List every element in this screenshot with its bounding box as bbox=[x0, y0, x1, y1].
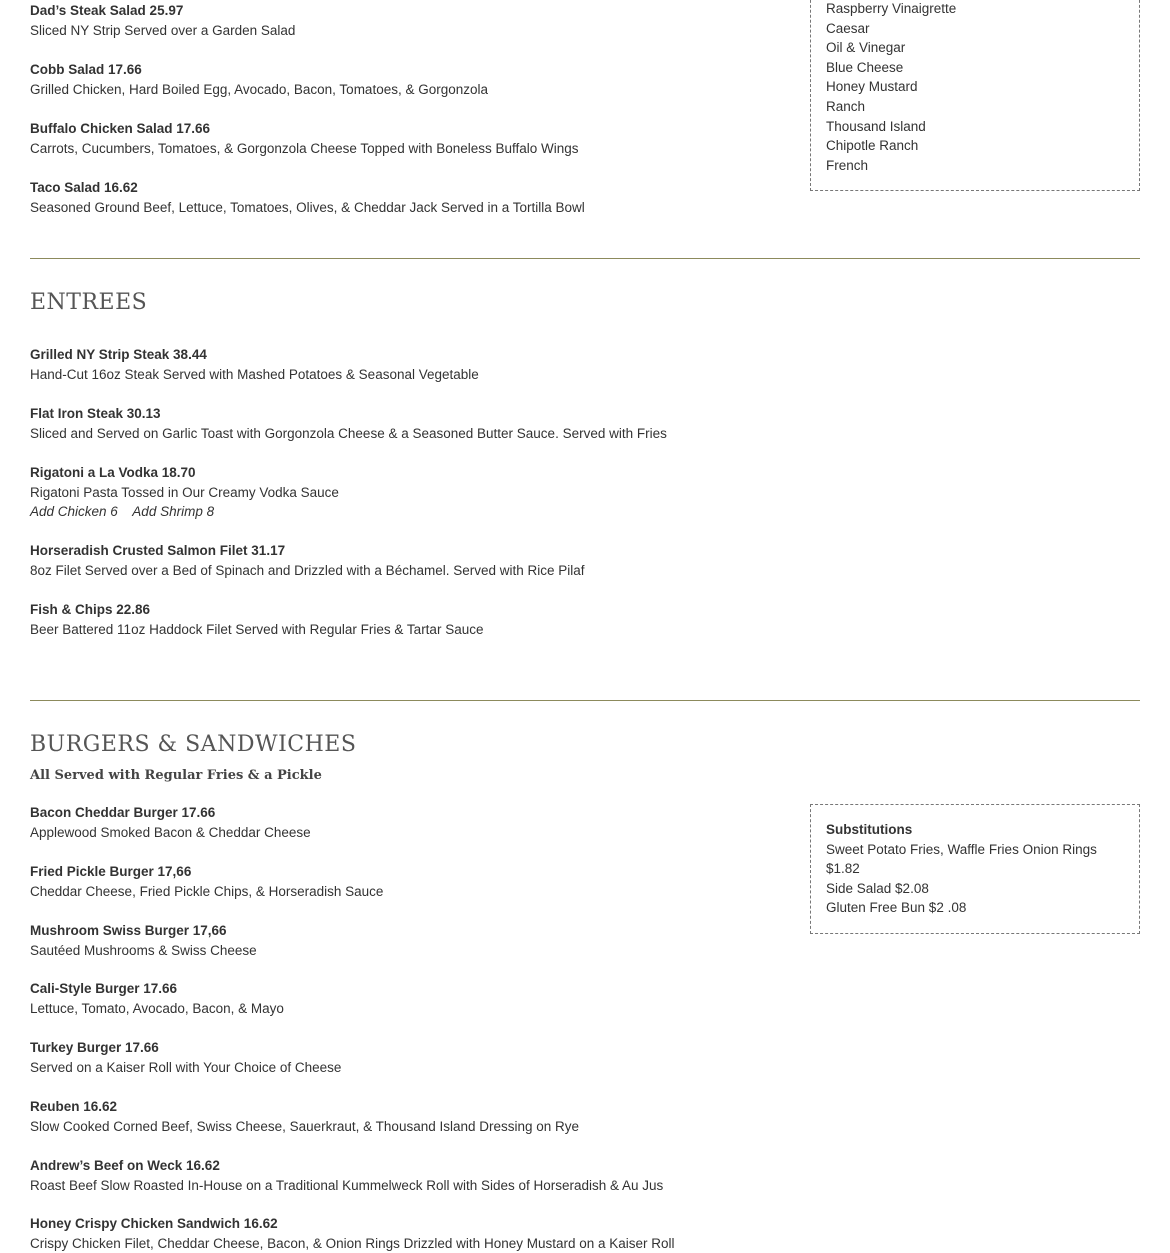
item-description: Beer Battered 11oz Haddock Filet Served with Regular Fries & Tartar Sauce bbox=[30, 621, 484, 637]
menu-item-beef-on-weck bbox=[30, 1156, 770, 1195]
menu-item-cali-style-burger bbox=[30, 979, 770, 1018]
menu-item-mushroom-swiss-burger bbox=[30, 921, 770, 960]
item-description: Hand-Cut 16oz Steak Served with Mashed Potatoes & Seasonal Vegetable bbox=[30, 366, 479, 382]
menu-item-flat-iron-steak bbox=[30, 404, 770, 443]
dressing-option: Caesar bbox=[826, 20, 870, 36]
item-add-ons: Add Chicken 6 Add Shrimp 8 bbox=[30, 504, 215, 520]
section-title-entrees: ENTREES bbox=[30, 290, 148, 315]
menu-item-grilled-ny-strip bbox=[30, 345, 770, 384]
dressing-option: Chipotle Ranch bbox=[826, 138, 919, 154]
dressing-option: Blue Cheese bbox=[826, 59, 904, 75]
section-divider bbox=[30, 258, 1140, 259]
item-description: Sautéed Mushrooms & Swiss Cheese bbox=[30, 942, 257, 958]
item-description: Applewood Smoked Bacon & Cheddar Cheese bbox=[30, 824, 311, 840]
dressing-option: French bbox=[826, 157, 869, 173]
item-description: Slow Cooked Corned Beef, Swiss Cheese, Sauerkraut, & Thousand Island Dressing on Rye bbox=[30, 1118, 580, 1134]
item-description: Grilled Chicken, Hard Boiled Egg, Avocado, Bacon, Tomatoes, & Gorgonzola bbox=[30, 81, 489, 97]
menu-item-honey-crispy-chicken bbox=[30, 1214, 770, 1253]
item-name: Buffalo Chicken Salad 17.66 bbox=[30, 121, 211, 136]
item-description: Roast Beef Slow Roasted In-House on a Traditional Kummelweck Roll with Sides of Horseradish & Au Jus bbox=[30, 1177, 664, 1193]
menu-item-buffalo-chicken-salad bbox=[30, 119, 770, 158]
dressing-option: Honey Mustard bbox=[826, 79, 918, 95]
item-name: Cobb Salad 17.66 bbox=[30, 62, 142, 77]
menu-item-salmon-filet bbox=[30, 541, 770, 580]
item-name: Andrew’s Beef on Weck 16.62 bbox=[30, 1158, 220, 1173]
item-description: Sliced NY Strip Served over a Garden Salad bbox=[30, 22, 296, 38]
menu-item-dads-steak-salad bbox=[30, 1, 770, 40]
item-name: Bacon Cheddar Burger 17.66 bbox=[30, 805, 216, 820]
item-name: Rigatoni a La Vodka 18.70 bbox=[30, 465, 196, 480]
item-description: Crispy Chicken Filet, Cheddar Cheese, Bacon, & Onion Rings Drizzled with Honey Mustard on a Kaiser Roll bbox=[30, 1235, 675, 1251]
section-title-burgers: BURGERS & SANDWICHES bbox=[30, 732, 357, 757]
substitutions-box bbox=[810, 804, 1140, 934]
substitution-line: Side Salad $2.08 bbox=[826, 880, 929, 896]
section-subtitle: All Served with Regular Fries & a Pickle bbox=[30, 768, 322, 783]
section-divider bbox=[30, 700, 1140, 701]
item-description: Rigatoni Pasta Tossed in Our Creamy Vodka Sauce bbox=[30, 484, 339, 500]
item-description: Lettuce, Tomato, Avocado, Bacon, & Mayo bbox=[30, 1000, 284, 1016]
dressing-option: Oil & Vinegar bbox=[826, 40, 906, 56]
item-name: Turkey Burger 17.66 bbox=[30, 1040, 159, 1055]
dressing-option: Ranch bbox=[826, 98, 866, 114]
substitutions-title: Substitutions bbox=[826, 822, 913, 837]
item-name: Mushroom Swiss Burger 17,66 bbox=[30, 923, 227, 938]
item-name: Grilled NY Strip Steak 38.44 bbox=[30, 347, 207, 362]
menu-item-cobb-salad bbox=[30, 60, 770, 99]
item-description: 8oz Filet Served over a Bed of Spinach and Drizzled with a Béchamel. Served with Rice Pilaf bbox=[30, 562, 585, 578]
menu-item-taco-salad bbox=[30, 178, 770, 217]
item-name: Honey Crispy Chicken Sandwich 16.62 bbox=[30, 1216, 278, 1231]
substitution-line: $1.82 bbox=[826, 861, 860, 877]
menu-item-reuben bbox=[30, 1097, 770, 1136]
menu-item-fried-pickle-burger bbox=[30, 862, 770, 901]
dressing-option: Raspberry Vinaigrette bbox=[826, 1, 957, 16]
menu-item-bacon-cheddar-burger bbox=[30, 803, 770, 842]
item-name: Dad’s Steak Salad 25.97 bbox=[30, 3, 184, 18]
dressing-option: Thousand Island bbox=[826, 118, 926, 134]
dressings-box bbox=[810, 0, 1140, 191]
item-name: Flat Iron Steak 30.13 bbox=[30, 406, 161, 421]
menu-item-turkey-burger bbox=[30, 1038, 770, 1077]
item-name: Reuben 16.62 bbox=[30, 1099, 118, 1114]
menu-item-rigatoni-vodka bbox=[30, 463, 770, 522]
item-description: Seasoned Ground Beef, Lettuce, Tomatoes, Olives, & Cheddar Jack Served in a Tortilla Bowl bbox=[30, 199, 585, 215]
item-description: Cheddar Cheese, Fried Pickle Chips, & Horseradish Sauce bbox=[30, 883, 384, 899]
item-description: Sliced and Served on Garlic Toast with Gorgonzola Cheese & a Seasoned Butter Sauce. Served with Fries bbox=[30, 425, 667, 441]
item-name: Horseradish Crusted Salmon Filet 31.17 bbox=[30, 543, 286, 558]
item-description: Served on a Kaiser Roll with Your Choice of Cheese bbox=[30, 1059, 342, 1075]
item-name: Cali-Style Burger 17.66 bbox=[30, 981, 178, 996]
item-name: Taco Salad 16.62 bbox=[30, 180, 138, 195]
substitution-line: Gluten Free Bun $2 .08 bbox=[826, 900, 967, 916]
item-description: Carrots, Cucumbers, Tomatoes, & Gorgonzola Cheese Topped with Boneless Buffalo Wings bbox=[30, 140, 579, 156]
item-name: Fried Pickle Burger 17,66 bbox=[30, 864, 192, 879]
item-name: Fish & Chips 22.86 bbox=[30, 602, 151, 617]
menu-item-fish-chips bbox=[30, 600, 770, 639]
substitution-line: Sweet Potato Fries, Waffle Fries Onion Rings bbox=[826, 841, 1097, 857]
